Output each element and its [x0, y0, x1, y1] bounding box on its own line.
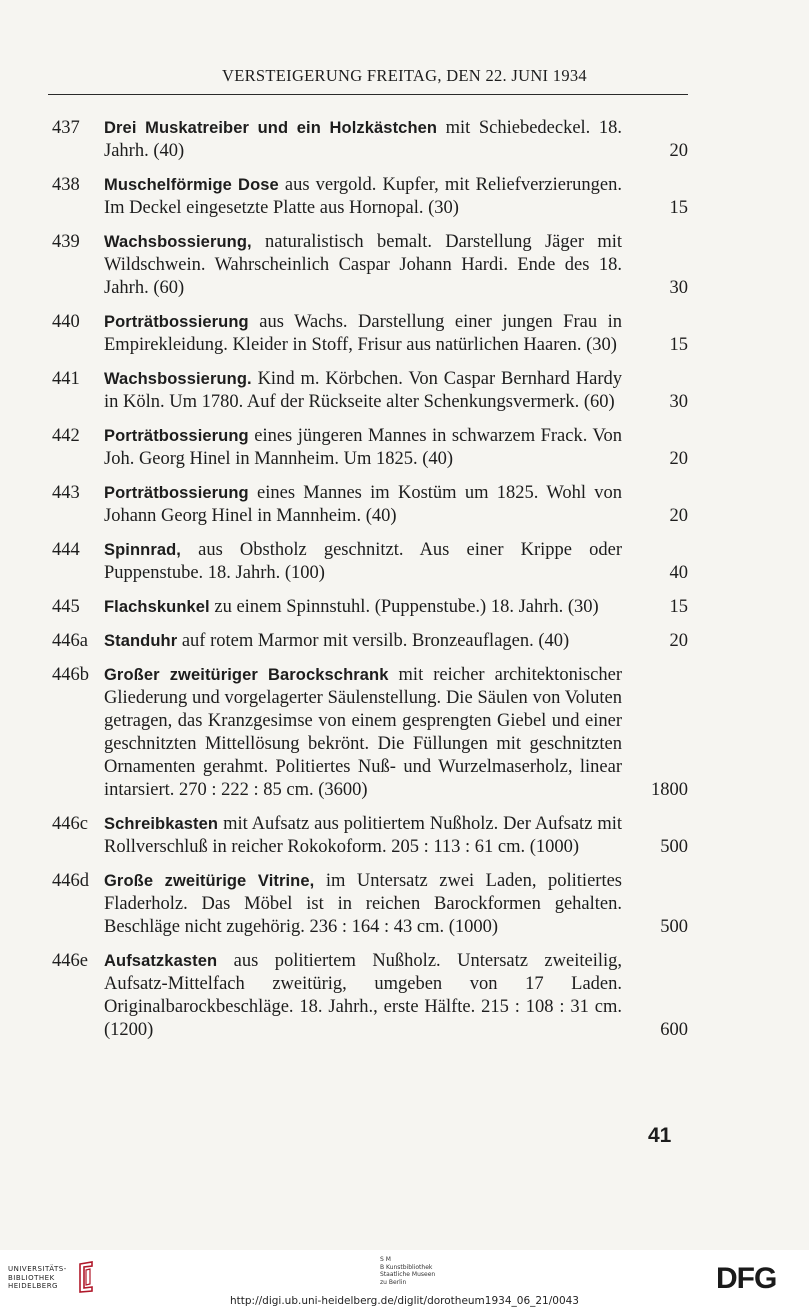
sm-line: zu Berlin: [380, 1278, 407, 1286]
lot-entry: [52, 311, 688, 357]
lot-price: 30: [669, 392, 688, 412]
lot-entry: [52, 174, 688, 220]
lot-number: 438: [52, 175, 80, 195]
lot-title: Muschelförmige Dose: [104, 176, 279, 194]
lot-title: Spinnrad,: [104, 541, 181, 559]
sm-line: B Kunstbibliothek: [380, 1263, 433, 1271]
lot-title: Porträtbossierung: [104, 484, 249, 502]
university-logo-icon: [72, 1260, 98, 1294]
lot-price: 500: [660, 837, 688, 857]
lot-description: auf rotem Marmor mit versilb. Bronzeauflagen. (40): [177, 631, 570, 651]
lot-price: 30: [669, 278, 688, 298]
lot-price: 20: [669, 141, 688, 161]
lot-title: Großer zweitüriger Barockschrank: [104, 666, 389, 684]
source-url-link[interactable]: http://digi.ub.uni-heidelberg.de/diglit/dorotheum1934_06_21/0043: [230, 1295, 579, 1307]
lot-price: 40: [669, 563, 688, 583]
lot-title: Standuhr: [104, 632, 178, 650]
lot-price: 20: [669, 449, 688, 469]
dfg-logo: DFG: [716, 1262, 777, 1295]
lot-entry: [52, 870, 688, 939]
lot-title: Drei Muskatreiber und ein Holzkästchen: [104, 119, 438, 137]
lot-number: 440: [52, 312, 80, 332]
lot-title: Wachsbossierung.: [104, 370, 252, 388]
lot-number: 446a: [52, 631, 88, 651]
lot-list: [52, 117, 688, 1053]
lot-number: 437: [52, 118, 80, 138]
lot-entry: [52, 539, 688, 585]
lot-number: 446d: [52, 871, 89, 891]
lot-price: 600: [660, 1020, 688, 1040]
lot-entry: [52, 813, 688, 859]
sm-line: Staatliche Museen: [380, 1271, 436, 1278]
lot-entry: [52, 664, 688, 802]
lot-description: Kind m. Körbchen. Von Caspar Bernhard Hardy in Köln. Um 1780. Auf der Rückseite alter Schenkungsvermerk. (60): [104, 369, 622, 412]
university-line: BIBLIOTHEK: [8, 1273, 55, 1282]
lot-title: Wachsbossierung,: [104, 233, 252, 251]
lot-number: 444: [52, 540, 80, 560]
university-line: HEIDELBERG: [8, 1282, 58, 1290]
lot-entry: [52, 482, 688, 528]
lot-price: 20: [669, 631, 688, 651]
lot-price: 500: [660, 917, 688, 937]
lot-description: mit reicher architektonischer Gliederung und vorgelagerter Säulenstellung. Die Säulen von Voluten getragen, das Kranzgesimse von einem gesprengten Giebel und einer geschnitzten Mittellösung bekrönt. Die Füllungen mit geschnitzten Ornamenten gerahmt. Politiertes Nuß- und Wurzelmaserholz, linear intarsiert. 270 : 222 : 85 cm. (3600): [104, 665, 622, 800]
lot-description: aus vergold. Kupfer, mit Reliefverzierungen. Im Deckel eingesetzte Platte aus Hornopal. (30): [104, 175, 622, 218]
lot-number: 441: [52, 369, 80, 389]
lot-number: 446b: [52, 665, 89, 685]
lot-title: Flachskunkel: [104, 598, 210, 616]
kunstbibliothek-label: [380, 1256, 435, 1286]
lot-entry: [52, 630, 688, 653]
lot-entry: [52, 231, 688, 300]
lot-description: mit Aufsatz aus politiertem Nußholz. Der Aufsatz mit Rollverschluß in reicher Rokokoform. 205 : 113 : 61 cm. (1000): [104, 814, 622, 857]
lot-number: 446c: [52, 814, 88, 834]
lot-number: 442: [52, 426, 80, 446]
lot-entry: [52, 950, 688, 1042]
lot-description: im Untersatz zwei Laden, politiertes Fladerholz. Das Möbel ist in reichen Barockformen gehalten. Beschläge nicht zugehörig. 236 : 164 : 43 cm. (1000): [104, 871, 622, 937]
lot-description: aus politiertem Nußholz. Untersatz zweiteilig, Aufsatz-Mittelfach zweitürig, umgeben von 17 Laden. Originalbarockbeschläge. 18. Jahrh., erste Hälfte. 215 : 108 : 31 cm. (1200): [104, 951, 622, 1040]
page-number: 41: [648, 1124, 672, 1147]
lot-price: 15: [669, 597, 688, 617]
lot-title: Aufsatzkasten: [104, 952, 218, 970]
lot-number: 445: [52, 597, 80, 617]
lot-entry: [52, 425, 688, 471]
lot-title: Porträtbossierung: [104, 427, 249, 445]
lot-number: 446e: [52, 951, 88, 971]
lot-price: 20: [669, 506, 688, 526]
university-line: UNIVERSITÄTS-: [8, 1265, 67, 1273]
lot-description: eines jüngeren Mannes in schwarzem Frack. Von Joh. Georg Hinel in Mannheim. Um 1825. (40): [104, 426, 622, 469]
lot-price: 15: [669, 335, 688, 355]
university-library-label: [8, 1265, 67, 1291]
lot-price: 15: [669, 198, 688, 218]
sm-line: S M: [380, 1256, 391, 1263]
digitization-footer: [0, 1250, 809, 1308]
lot-title: Große zweitürige Vitrine,: [104, 872, 315, 890]
lot-title: Schreibkasten: [104, 815, 219, 833]
lot-entry: [52, 596, 688, 619]
lot-description: aus Obstholz geschnitzt. Aus einer Krippe oder Puppenstube. 18. Jahrh. (100): [104, 540, 622, 583]
lot-entry: [52, 117, 688, 163]
running-head: VERSTEIGERUNG FREITAG, DEN 22. JUNI 1934: [222, 66, 587, 85]
header-rule: [48, 94, 688, 95]
lot-description: mit Schiebedeckel. 18. Jahrh. (40): [104, 118, 622, 161]
lot-title: Porträtbossierung: [104, 313, 249, 331]
lot-number: 443: [52, 483, 80, 503]
lot-description: eines Mannes im Kostüm um 1825. Wohl von Johann Georg Hinel in Mannheim. (40): [104, 483, 622, 526]
lot-number: 439: [52, 232, 80, 252]
lot-description: zu einem Spinnstuhl. (Puppenstube.) 18. Jahrh. (30): [209, 597, 599, 617]
lot-description: naturalistisch bemalt. Darstellung Jäger mit Wildschwein. Wahrscheinlich Caspar Johann Hardi. Ende des 18. Jahrh. (60): [104, 232, 622, 298]
lot-description: aus Wachs. Darstellung einer jungen Frau in Empirekleidung. Kleider in Stoff, Frisur aus natürlichen Haaren. (30): [104, 312, 622, 355]
lot-price: 1800: [651, 780, 688, 800]
lot-entry: [52, 368, 688, 414]
